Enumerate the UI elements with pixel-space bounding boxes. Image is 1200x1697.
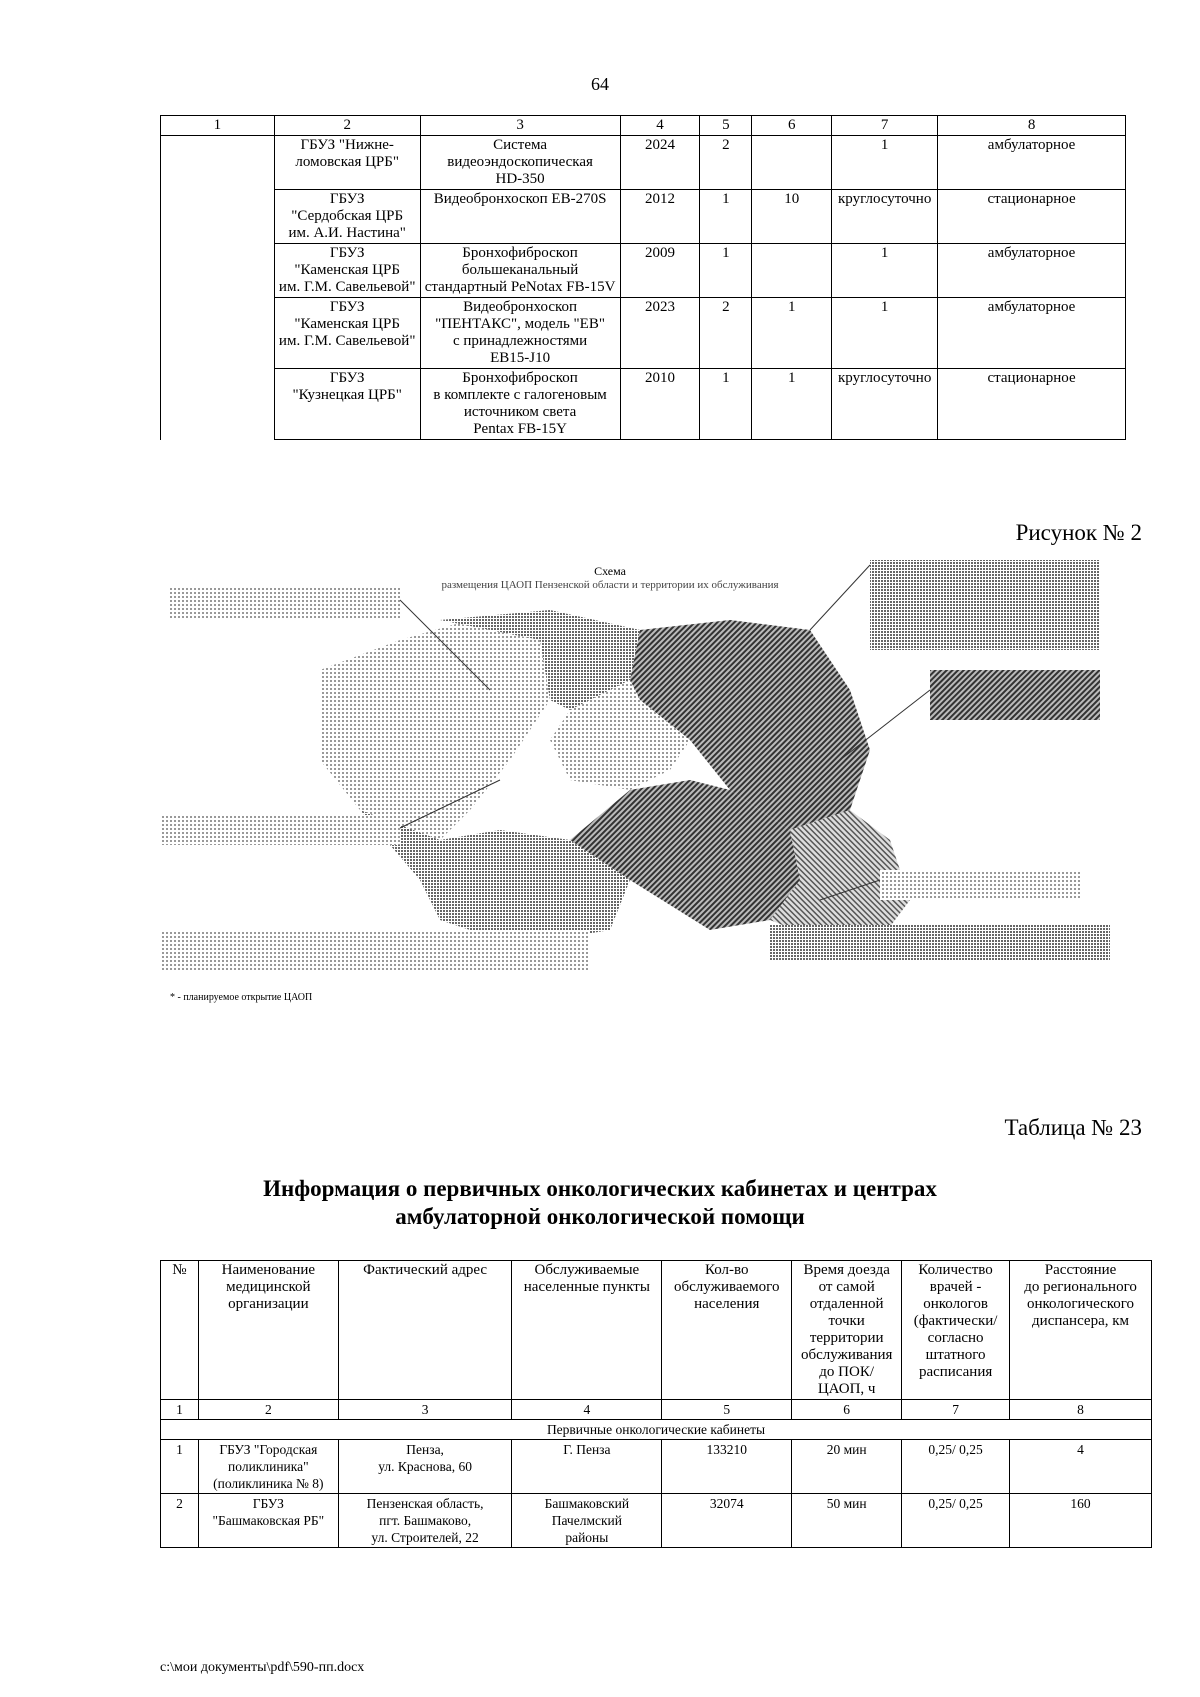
table-row <box>161 298 1126 369</box>
number-cell: 8 <box>1010 1400 1152 1420</box>
table-cell: амбулаторное <box>938 298 1126 369</box>
table-cell: 2012 <box>620 190 700 244</box>
table-row <box>161 369 1126 440</box>
table-row <box>161 136 1126 190</box>
header-cell: № <box>161 1261 199 1400</box>
header-cell: 3 <box>420 116 620 136</box>
table-cell: 1 <box>700 244 752 298</box>
table-caption: Таблица № 23 <box>1004 1115 1142 1140</box>
number-cell: 4 <box>512 1400 662 1420</box>
table-cell: 160 <box>1010 1494 1152 1548</box>
header-cell: Расстояние до регионального онкологического диспансера, км <box>1010 1261 1152 1400</box>
table-cell: ГБУЗ "Каменская ЦРБ им. Г.М. Савельевой" <box>274 244 420 298</box>
table-cell: 1 <box>161 1440 199 1494</box>
table-cell: Видеобронхоскоп "ПЕНТАКС", модель "ЕВ" с принадлежностями EB15-J10 <box>420 298 620 369</box>
table-cell: Система видеоэндоскопическая HD-350 <box>420 136 620 190</box>
table-cell: 2 <box>700 136 752 190</box>
table-cell: 1 <box>752 298 832 369</box>
table-row <box>161 1494 1152 1548</box>
header-cell: 7 <box>832 116 938 136</box>
section-title: Информация о первичных онкологических кабинетах и центрах амбулаторной онкологической помощи <box>263 1176 937 1229</box>
table-cell: Бронхофиброскоп в комплекте с галогеновым источником света Pentax FB-15Y <box>420 369 620 440</box>
table-cell: 10 <box>752 190 832 244</box>
section-label: Первичные онкологические кабинеты <box>161 1420 1152 1440</box>
table-row <box>161 1440 1152 1494</box>
table-cell: стационарное <box>938 369 1126 440</box>
section-row <box>161 1420 1152 1440</box>
map-title-line1: Схема <box>594 564 626 578</box>
header-cell: 4 <box>620 116 700 136</box>
table-cell <box>161 298 275 369</box>
table-cell: 2009 <box>620 244 700 298</box>
table-cell: 2023 <box>620 298 700 369</box>
table-cell: амбулаторное <box>938 244 1126 298</box>
table-cell <box>161 190 275 244</box>
table-cell: Башмаковский Пачелмский районы <box>512 1494 662 1548</box>
table-cell: ГБУЗ "Городская поликлиника" (поликлиника № 8) <box>198 1440 338 1494</box>
table-cell: круглосуточно <box>832 369 938 440</box>
table-cell: 4 <box>1010 1440 1152 1494</box>
footer-file-path: c:\мои документы\pdf\590-пп.docx <box>160 1660 365 1675</box>
table-cell: ГБУЗ "Каменская ЦРБ им. Г.М. Савельевой" <box>274 298 420 369</box>
table-cell: Пензенская область, пгт. Башмаково, ул. Строителей, 22 <box>338 1494 512 1548</box>
header-cell: 5 <box>700 116 752 136</box>
table-cell <box>161 369 275 440</box>
header-cell: Кол-во обслуживаемого населения <box>662 1261 792 1400</box>
table-cell: 20 мин <box>792 1440 902 1494</box>
header-cell: Время доезда от самой отдаленной точки территории обслуживания до ПОК/ ЦАОП, ч <box>792 1261 902 1400</box>
table-cell <box>752 244 832 298</box>
table-cell <box>161 244 275 298</box>
table-cell: круглосуточно <box>832 190 938 244</box>
cabinet-number-row <box>161 1400 1152 1420</box>
table-cell: 1 <box>832 136 938 190</box>
table-cell: 2 <box>161 1494 199 1548</box>
map-footnote: * - планируемое открытие ЦАОП <box>170 992 313 1003</box>
table-cell: 1 <box>700 369 752 440</box>
header-cell: Количество врачей - онкологов (фактически/ согласно штатного расписания <box>902 1261 1010 1400</box>
table-cell: 32074 <box>662 1494 792 1548</box>
table-cell: ГБУЗ "Кузнецкая ЦРБ" <box>274 369 420 440</box>
table-row <box>161 190 1126 244</box>
table-cell: 2010 <box>620 369 700 440</box>
table-cell: амбулаторное <box>938 136 1126 190</box>
table-cell: 0,25/ 0,25 <box>902 1494 1010 1548</box>
table-cell: 0,25/ 0,25 <box>902 1440 1010 1494</box>
number-cell: 3 <box>338 1400 512 1420</box>
table-cell: ГБУЗ "Нижне- ломовская ЦРБ" <box>274 136 420 190</box>
table-cell <box>161 136 275 190</box>
header-cell: Фактический адрес <box>338 1261 512 1400</box>
table-cell: Видеобронхоскоп EB-270S <box>420 190 620 244</box>
map-title-line2: размещения ЦАОП Пензенской области и территории их обслуживания <box>441 579 779 591</box>
table-cell: 133210 <box>662 1440 792 1494</box>
table-cell: 1 <box>752 369 832 440</box>
region-map <box>170 564 1200 1065</box>
table-cell: ГБУЗ "Башмаковская РБ" <box>198 1494 338 1548</box>
number-cell: 7 <box>902 1400 1010 1420</box>
number-cell: 5 <box>662 1400 792 1420</box>
header-cell: 1 <box>161 116 275 136</box>
table-cell: 1 <box>700 190 752 244</box>
oncology-cabinet-table <box>160 1260 1152 1548</box>
table-row <box>161 244 1126 298</box>
header-cell: Обслуживаемые населенные пункты <box>512 1261 662 1400</box>
table-cell: 2024 <box>620 136 700 190</box>
number-cell: 1 <box>161 1400 199 1420</box>
page-number: 64 <box>591 74 609 94</box>
table-cell: 2 <box>700 298 752 369</box>
table-cell <box>752 136 832 190</box>
table-cell: ГБУЗ "Сердобская ЦРБ им. А.И. Настина" <box>274 190 420 244</box>
table-cell: Пенза, ул. Краснова, 60 <box>338 1440 512 1494</box>
table-cell: Бронхофиброскоп большеканальный стандартный PeNotax FB-15V <box>420 244 620 298</box>
header-cell: 6 <box>752 116 832 136</box>
equipment-table <box>160 115 1126 440</box>
figure-caption: Рисунок № 2 <box>1015 520 1142 545</box>
cabinet-header-row <box>161 1261 1152 1400</box>
region-map-figure <box>170 564 1200 1065</box>
table-cell: стационарное <box>938 190 1126 244</box>
header-cell: Наименование медицинской организации <box>198 1261 338 1400</box>
number-cell: 6 <box>792 1400 902 1420</box>
header-cell: 8 <box>938 116 1126 136</box>
table-cell: 50 мин <box>792 1494 902 1548</box>
equipment-header-row <box>161 116 1126 136</box>
header-cell: 2 <box>274 116 420 136</box>
number-cell: 2 <box>198 1400 338 1420</box>
table-cell: Г. Пенза <box>512 1440 662 1494</box>
table-cell: 1 <box>832 298 938 369</box>
table-cell: 1 <box>832 244 938 298</box>
